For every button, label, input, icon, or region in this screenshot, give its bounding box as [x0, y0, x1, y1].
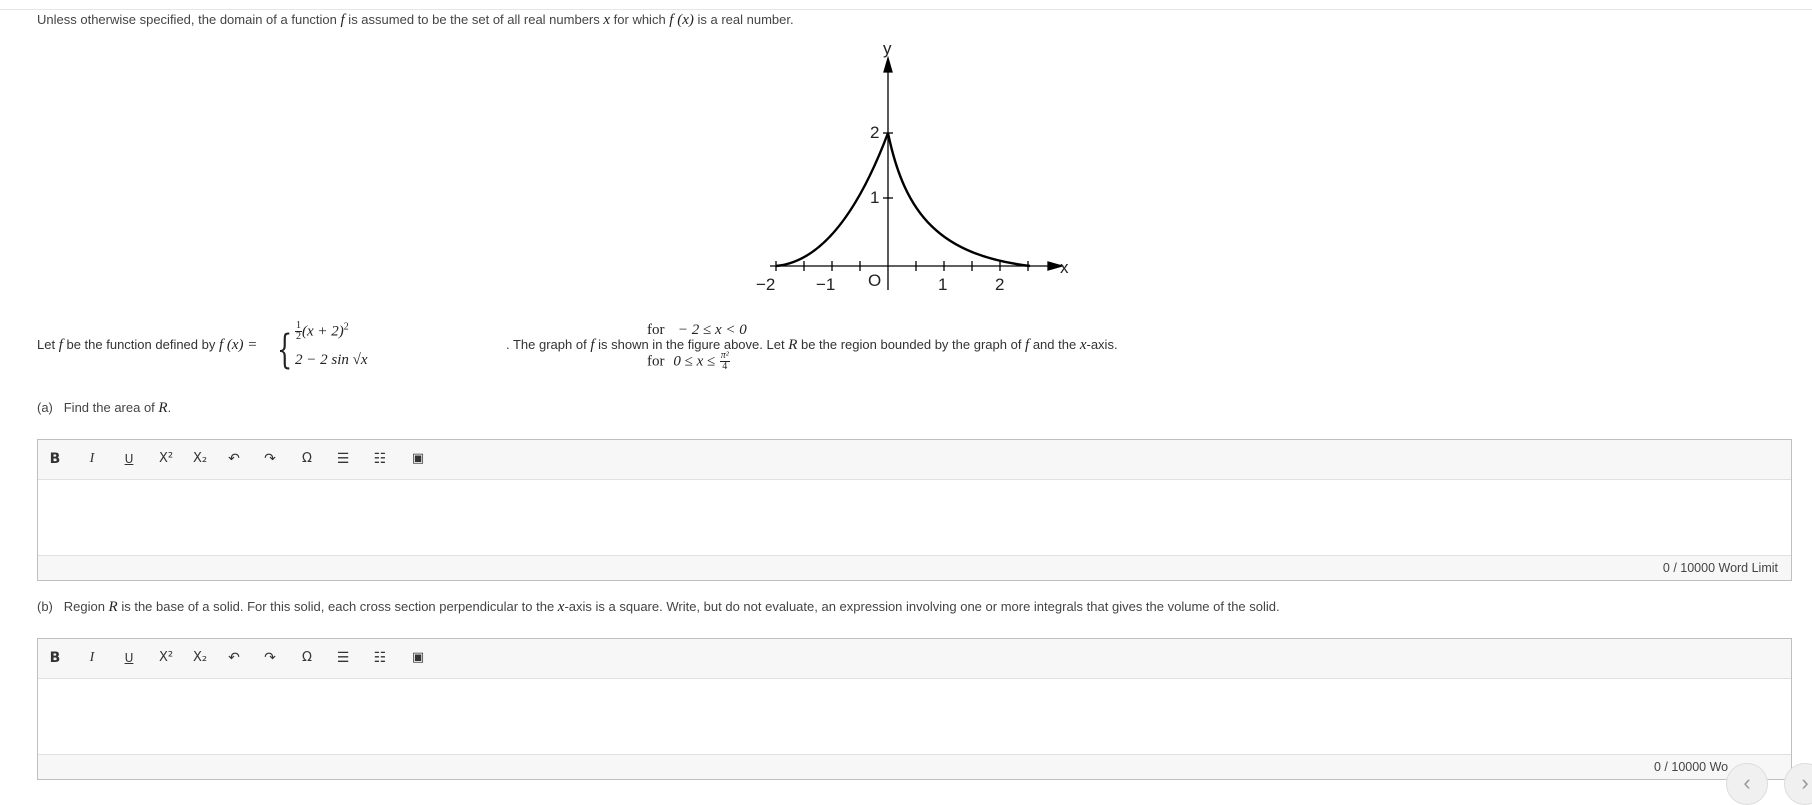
part-a-question: (a) Find the area of R. [37, 400, 172, 416]
special-char-button[interactable]: Ω [302, 451, 312, 466]
x-tick-label-1: 1 [938, 275, 948, 294]
origin-label: O [868, 271, 882, 290]
underline-button[interactable]: U [124, 452, 134, 466]
word-count: 0 / 10000 Wo [1654, 760, 1729, 774]
word-count: 0 / 10000 Word Limit [1662, 561, 1778, 575]
subscript-button[interactable]: X₂ [192, 650, 208, 665]
redo-button[interactable]: ↷ [264, 451, 276, 467]
x-tick-label-neg1: −1 [816, 275, 836, 294]
answer-editor-b [37, 638, 1792, 780]
numbered-list-button[interactable]: ☷ [373, 650, 387, 666]
editor-toolbar [38, 639, 1791, 679]
insert-image-button[interactable]: ▣ [411, 650, 425, 665]
function-definition [37, 319, 1737, 381]
x-axis-label: x [1060, 258, 1069, 277]
definition-lead: Let f be the function defined by f (x) = [37, 337, 258, 353]
subscript-button[interactable]: X₂ [192, 451, 208, 466]
pi-squared-over-4: $\frac{\text{π²}}{4}$ [720, 350, 729, 372]
bold-button[interactable]: B [49, 451, 61, 467]
definition-tail: . The graph of f is shown in the figure above. Let R be the region bounded by the graph of f and the x-axis. [506, 337, 1118, 353]
piecewise-case-1: $\frac{1}{2}$ $(x + 2)^2$ for − 2 ≤ x < 0 [296, 320, 747, 342]
y-tick-label-2: 2 [870, 123, 880, 142]
y-axis-arrow [884, 58, 892, 72]
y-axis-label: y [883, 40, 892, 58]
curve-right [888, 133, 1030, 266]
insert-image-button[interactable]: ▣ [411, 451, 425, 466]
half-fraction: $\frac{1}{2}$ [296, 320, 301, 342]
intro-text: Unless otherwise specified, the domain of a function f is assumed to be the set of all real numbers x for which f (x) is a real number. [37, 12, 794, 28]
underline-button[interactable]: U [124, 651, 134, 665]
prev-button[interactable]: ‹ [1726, 763, 1768, 805]
piecewise-case-2: 2 − 2 sin √x for 0 ≤ x ≤ $\frac{\text{π²}}{4}$ [295, 350, 729, 372]
redo-button[interactable]: ↷ [264, 650, 276, 666]
special-char-button[interactable]: Ω [302, 650, 312, 665]
editor-toolbar [38, 440, 1791, 480]
numbered-list-button[interactable]: ☷ [373, 451, 387, 467]
x-tick-label-2: 2 [995, 275, 1005, 294]
bullet-list-button[interactable]: ☰ [336, 650, 350, 666]
function-graph [740, 40, 1080, 300]
editor-footer [38, 555, 1791, 580]
part-b-question: (b) Region R is the base of a solid. For this solid, each cross section perpendicular to the x-axis is a square. Write, but do not evaluate, an expression involving one or more integrals that gives the volume of the solid. [37, 599, 1280, 615]
piecewise-brace: { [277, 327, 293, 373]
editor-text-area[interactable] [38, 480, 1791, 555]
y-tick-label-1: 1 [870, 188, 880, 207]
superscript-button[interactable]: X² [158, 650, 174, 665]
italic-button[interactable]: I [89, 650, 95, 665]
editor-footer [38, 754, 1791, 779]
next-button[interactable]: › [1784, 763, 1812, 805]
bold-button[interactable]: B [49, 650, 61, 666]
bullet-list-button[interactable]: ☰ [336, 451, 350, 467]
undo-button[interactable]: ↶ [228, 650, 240, 666]
x-tick-label-neg2: −2 [756, 275, 776, 294]
editor-text-area[interactable] [38, 679, 1791, 754]
superscript-button[interactable]: X² [158, 451, 174, 466]
italic-button[interactable]: I [89, 451, 95, 466]
top-divider [0, 9, 1812, 10]
answer-editor-a [37, 439, 1792, 581]
undo-button[interactable]: ↶ [228, 451, 240, 467]
